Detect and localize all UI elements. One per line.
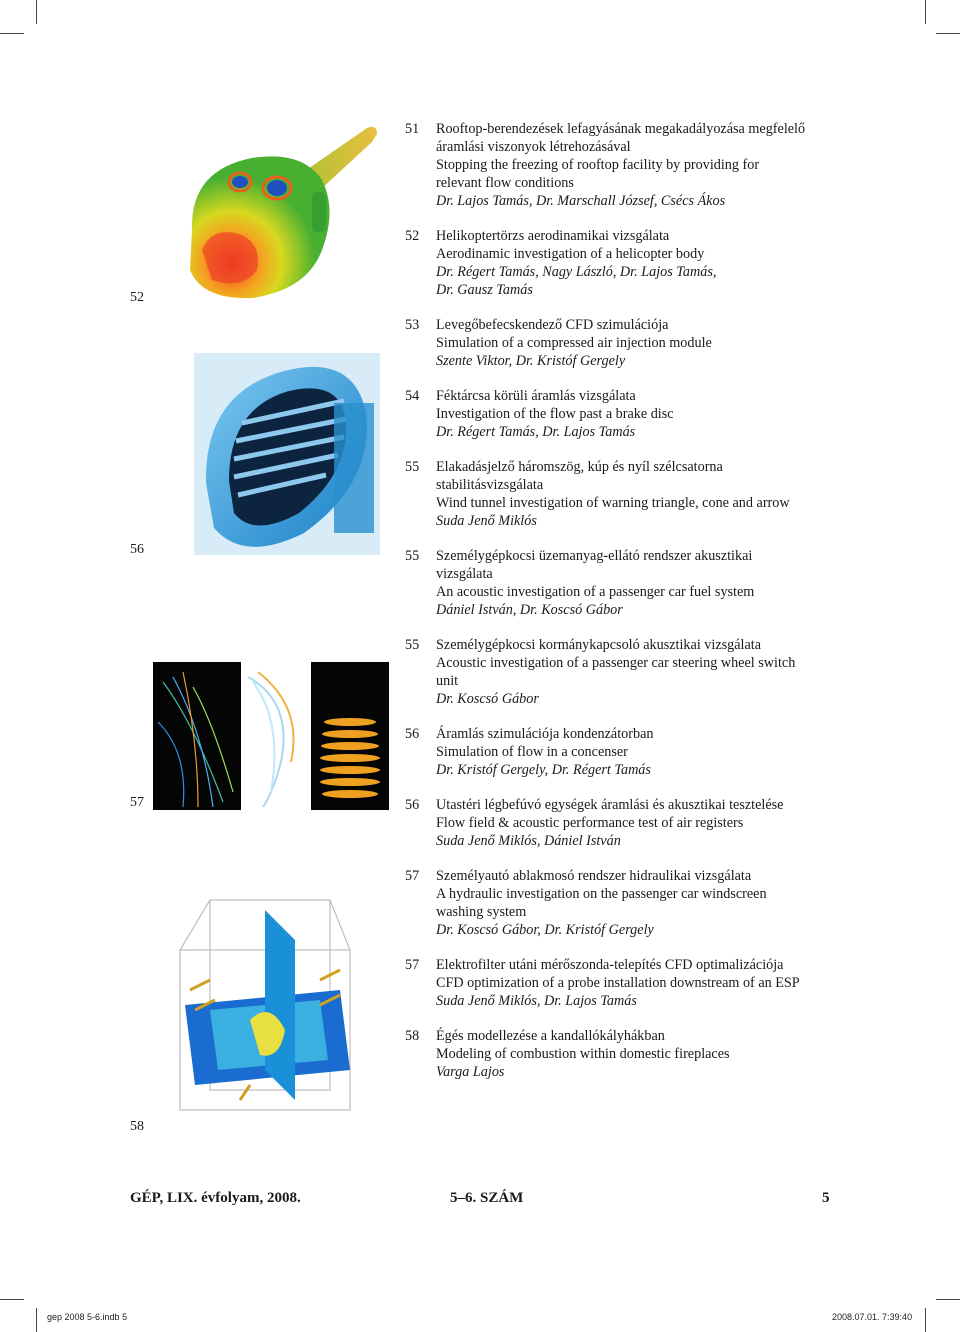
- toc-title-line: Áramlás szimulációja kondenzátorban: [436, 726, 654, 742]
- toc-authors: Dr. Koscsó Gábor, Dr. Kristóf Gergely: [436, 922, 654, 938]
- crop-mark: [925, 0, 926, 24]
- toc-title-line: Wind tunnel investigation of warning triangle, cone and arrow: [436, 495, 790, 511]
- toc-title-line: Személyautó ablakmosó rendszer hidraulikai vizsgálata: [436, 868, 752, 884]
- toc-page-number: 58: [405, 1028, 420, 1044]
- toc-title-line: Égés modellezése a kandallókályhákban: [436, 1028, 665, 1044]
- toc-page-number: 52: [405, 228, 420, 244]
- figure-number: 58: [130, 1119, 144, 1134]
- toc-page-number: 53: [405, 317, 420, 333]
- toc-authors: Szente Viktor, Dr. Kristóf Gergely: [436, 353, 626, 369]
- toc-title-line: A hydraulic investigation on the passenger car windscreen: [436, 886, 767, 902]
- toc-page-number: 55: [405, 548, 420, 564]
- toc-page-number: 55: [405, 459, 420, 475]
- figure-number: 56: [130, 542, 144, 557]
- toc-page-number: 55: [405, 637, 420, 653]
- toc-authors: Suda Jenő Miklós, Dr. Lajos Tamás: [436, 993, 637, 1009]
- timestamp-slug: 2008.07.01. 7:39:40: [832, 1312, 913, 1322]
- toc-entry: [405, 956, 845, 1010]
- condenser-flow-image: [153, 662, 389, 810]
- toc-title-line: Simulation of a compressed air injection module: [436, 335, 712, 351]
- toc-authors: Varga Lajos: [436, 1064, 505, 1080]
- toc-authors: Suda Jenő Miklós: [436, 513, 537, 529]
- toc-title-line: washing system: [436, 904, 527, 920]
- toc-page-number: 57: [405, 868, 420, 884]
- toc-title-line: Aerodinamic investigation of a helicopter body: [436, 246, 705, 262]
- figure-number: 57: [130, 795, 144, 810]
- crop-mark: [936, 33, 960, 34]
- toc-entry: [405, 547, 845, 619]
- toc-title-line: Stopping the freezing of rooftop facility by providing for: [436, 157, 760, 173]
- file-slug: gep 2008 5-6.indb 5: [47, 1312, 128, 1322]
- crop-mark: [925, 1308, 926, 1332]
- crop-mark: [0, 1299, 24, 1300]
- toc-entry: [405, 725, 845, 779]
- toc-title-line: Helikoptertörzs aerodinamikai vizsgálata: [436, 228, 670, 244]
- toc-title-line: Modeling of combustion within domestic fireplaces: [436, 1046, 730, 1062]
- toc-page-number: 57: [405, 957, 420, 973]
- toc-title-line: Személygépkocsi üzemanyag-ellátó rendszer akusztikai: [436, 548, 753, 564]
- toc-title-line: áramlási viszonyok létrehozásával: [436, 139, 631, 155]
- crop-mark: [0, 33, 24, 34]
- toc-title-line: Elakadásjelző háromszög, kúp és nyíl szélcsatorna: [436, 459, 723, 475]
- toc-authors: Dr. Gausz Tamás: [436, 282, 533, 298]
- toc-entry: [405, 636, 845, 708]
- helicopter-cfd-image: [172, 120, 384, 302]
- fireplace-combustion-image: [170, 870, 365, 1115]
- figure-number: 52: [130, 290, 144, 305]
- toc-entry: [405, 316, 845, 370]
- toc-title-line: Flow field & acoustic performance test of air registers: [436, 815, 744, 831]
- toc-authors: Dr. Régert Tamás, Nagy László, Dr. Lajos Tamás,: [436, 264, 717, 280]
- issue-number: 5–6. SZÁM: [450, 1190, 524, 1206]
- toc-entry: [405, 387, 845, 441]
- table-of-contents: [405, 120, 845, 1081]
- toc-title-line: Utastéri légbefúvó egységek áramlási és akusztikai tesztelése: [436, 797, 784, 813]
- toc-title-line: relevant flow conditions: [436, 175, 574, 191]
- journal-title: GÉP, LIX. évfolyam, 2008.: [130, 1190, 301, 1206]
- toc-authors: Dr. Koscsó Gábor: [436, 691, 539, 707]
- crop-mark: [36, 1308, 37, 1332]
- toc-title-line: vizsgálata: [436, 566, 493, 582]
- toc-entry: [405, 867, 845, 939]
- toc-title-line: Simulation of flow in a concenser: [436, 744, 628, 760]
- toc-page-number: 56: [405, 797, 420, 813]
- toc-entry: [405, 227, 845, 299]
- page-number: 5: [822, 1190, 830, 1206]
- toc-entry: [405, 796, 845, 850]
- toc-title-line: Rooftop-berendezések lefagyásának megakadályozása megfelelő: [436, 121, 806, 137]
- toc-title-line: Levegőbefecskendező CFD szimulációja: [436, 317, 669, 333]
- toc-title-line: CFD optimization of a probe installation downstream of an ESP: [436, 975, 800, 991]
- toc-title-line: An acoustic investigation of a passenger car fuel system: [436, 584, 755, 600]
- air-register-image: [194, 353, 380, 555]
- toc-title-line: Féktárcsa körüli áramlás vizsgálata: [436, 388, 636, 404]
- toc-title-line: unit: [436, 673, 459, 689]
- crop-mark: [36, 0, 37, 24]
- toc-page-number: 54: [405, 388, 420, 404]
- toc-authors: Dr. Lajos Tamás, Dr. Marschall József, Csécs Ákos: [436, 193, 726, 209]
- toc-authors: Dániel István, Dr. Koscsó Gábor: [436, 602, 623, 618]
- toc-authors: Dr. Régert Tamás, Dr. Lajos Tamás: [436, 424, 636, 440]
- toc-page-number: 51: [405, 121, 420, 137]
- toc-title-line: Elektrofilter utáni mérőszonda-telepítés CFD optimalizációja: [436, 957, 784, 973]
- crop-mark: [936, 1299, 960, 1300]
- toc-title-line: stabilitásvizsgálata: [436, 477, 544, 493]
- toc-page-number: 56: [405, 726, 420, 742]
- toc-entry: [405, 120, 845, 210]
- toc-title-line: Investigation of the flow past a brake disc: [436, 406, 674, 422]
- toc-title-line: Személygépkocsi kormánykapcsoló akusztikai vizsgálata: [436, 637, 762, 653]
- toc-entry: [405, 458, 845, 530]
- toc-title-line: Acoustic investigation of a passenger car steering wheel switch: [436, 655, 796, 671]
- toc-entry: [405, 1027, 845, 1081]
- toc-authors: Suda Jenő Miklós, Dániel István: [436, 833, 621, 849]
- toc-authors: Dr. Kristóf Gergely, Dr. Régert Tamás: [436, 762, 651, 778]
